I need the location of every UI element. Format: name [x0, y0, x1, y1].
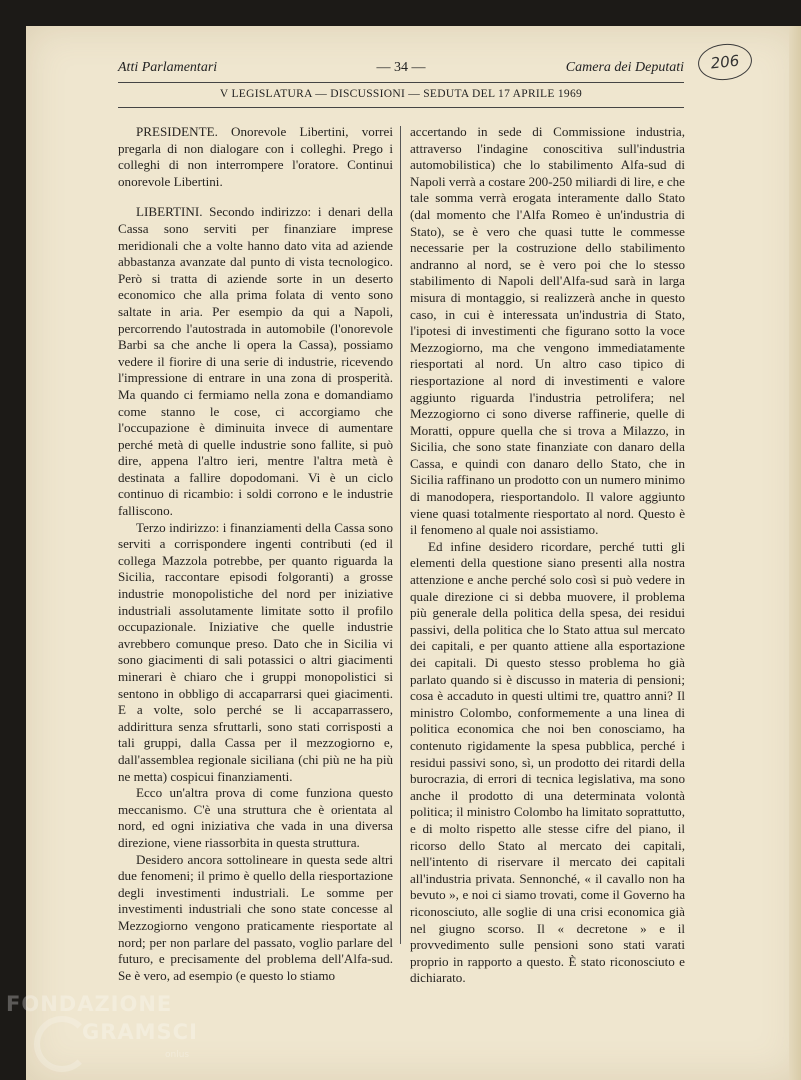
header-left: Atti Parlamentari [118, 60, 218, 75]
watermark-line3: onlus [165, 1050, 190, 1060]
page-edge [789, 26, 801, 1080]
page-number: — 34 — [376, 60, 426, 75]
header-right: Camera dei Deputati [565, 60, 684, 75]
right-column [410, 124, 685, 987]
running-header [118, 60, 684, 80]
paragraph: PRESIDENTE. Onorevole Libertini, vorrei pregarla di non dialogare con i colleghi. Prego i colleghi di non interrompere l'oratore. Continui onorevole Libertini. [118, 124, 393, 189]
column-divider [400, 126, 401, 944]
session-subheader: V LEGISLATURA — DISCUSSIONI — SEDUTA DEL 17 APRILE 1969 [219, 88, 583, 100]
paragraph: LIBERTINI. Secondo indirizzo: i denari della Cassa sono serviti per finanziare imprese meridionali che a volte hanno dato vita ad aziende abbastanza avanzate dal punto di vista tecnologico. Però si tratta di aziende sorte in un deserto economico che alla prima folata di vento sono saltate in aria. Per esempio da qui a Napoli, percorrendo l'autostrada in automobile (l'onorevole Barbi sa che anche li opera la Cassa), possiamo vedere il fiorire di una serie di industrie, ricevendo l'impressione di entrare in una zona di prosperità. Ma quando ci fermiamo nella zona e domandiamo come stanno le cose, ci accorgiamo che l'occupazione è diminuita invece di aumentare perché metà di quelle industrie sono fallite, si può dire, appena l'altro ieri, mentre l'altra metà è destinata a fallire dopodomani. Vi è un ciclo continuo di ricambio: i soldi corrono e le industrie falliscono. [118, 204, 393, 519]
left-column [118, 124, 393, 984]
archive-stamp: 206 [696, 41, 753, 82]
watermark-logo [0, 990, 220, 1070]
header-rule-bottom [118, 107, 684, 108]
paragraph: Terzo indirizzo: i finanziamenti della Cassa sono serviti a corrispondere ingenti contributi (ed il collega Mazzola potrebbe, per quanto riguarda la Sicilia, raccontare episodi folgoranti) a grosse industrie monopolistiche del nord per iniziative industriali assolutamente limitate sotto il profilo occupazionale. Iniziative che quelle industrie avrebbero comunque preso. Dato che in Sicilia vi sono giacimenti di sali potassici o altri giacimenti minerari è chiaro che i gruppi monopolistici si sentono in obbligo di accaparrarsi quei giacimenti. E a volte, solo perché se li accaparrassero, addirittura senza sfruttarli, sono stati corrisposti a tali gruppi, dalla Cassa per il mezzogiorno e, dall'assemblea regionale siciliana (chi più ne ha più ne metta) cospicui finanziamenti. [118, 519, 393, 784]
paragraph: Ecco un'altra prova di come funziona questo meccanismo. C'è una struttura che è orientata al nord, ed ogni iniziativa che vada in una diversa direzione, viene riassorbita in questa struttura. [118, 785, 393, 850]
paragraph: Ed infine desidero ricordare, perché tutti gli elementi della questione siano presenti alla nostra attenzione e anche perché solo così si può vedere in quale direzione ci si debba muovere, il problema più generale della politica della spesa, dei residui passivi, della politica che lo Stato attua sul mercato dei capitali, e per quanto attiene alla esportazione dei capitali. Di questo stesso problema ho già parlato quando si è discusso in materia di pensioni; cosa è accaduto in questi ultimi tre, quattro anni? Il ministro Colombo, conformemente a una linea di politica economica che noi ben conosciamo, ha contenuto rigidamente la spesa pubblica, perché i residui passivi sono, sì, un prodotto dei ritardi della burocrazia, di errori di tecnica legislativa, ma sono anche il prodotto di una determinata volontà politica; il ministro Colombo ha limitato soprattutto, e di molto rispetto alle stesse cifre del piano, il ricorso dello Stato al mercato dei capitali, nell'intento di riservare il mercato dei capitali all'industria privata. Sennonché, « il cavallo non ha bevuto », e noi ci siamo trovati, come il Governo ha riconosciuto, alle soglie di una crisi economica già nel giugno scorso. Il « decretone » e il provvedimento sulle pensioni sono stati varati proprio in rapporto a questo. È stato riconosciuto e dichiarato. [410, 538, 685, 986]
watermark-line1: FONDAZIONE [6, 992, 173, 1016]
watermark-line2: GRAMSCI [82, 1020, 198, 1044]
paragraph: Desidero ancora sottolineare in questa sede altri due fenomeni; il primo è quello della riesportazione degli investimenti industriali. Le somme per investimenti industriali che sono state concesse al Mezzogiorno vengono praticamente riesportate al nord; per non parlare del passato, voglio parlare del futuro, e precisamente del problema dell'Alfa-sud. Se è vero, ad esempio (e questo lo stiamo [118, 851, 393, 983]
header-rule-top [118, 82, 684, 83]
paragraph: accertando in sede di Commissione industria, attraverso l'indagine conoscitiva sull'industria automobilistica) che lo stabilimento Alfa-sud di Napoli verrà a costare 200-250 miliardi di lire, e che tale somma verrà erogata interamente dallo Stato (dal momento che l'Alfa Romeo è un'industria di Stato), se è vero che quasi tutte le commesse necessarie per la costruzione dello stabilimento andranno al nord, se è vero poi che lo stesso stabilimento di Napoli dell'Alfa-sud sarà in larga misura di montaggio, si realizzerà anche in questo caso, in cui è interessata un'industria di Stato, l'ipotesi di investimenti che figurano sotto la voce Mezzogiorno, ma che vengono immediatamente riesportati al nord. Un altro caso tipico di riesportazione al nord di investimenti e valore aggiunto riguarda l'industria petrolifera; nel Mezzogiorno ci sono diverse raffinerie, quelle di Moratti, oppure quella che si trova a Milazzo, in Sicilia, che sono state finanziate con danaro della Cassa, e quindi con danaro dello Stato, che in Sicilia raffinano un prodotto con un numero minimo di manodopera, riesportandolo. Il valore aggiunto viene quasi totalmente riesportato al nord. Questo è il fenomeno al quale noi assistiamo. [410, 124, 685, 538]
